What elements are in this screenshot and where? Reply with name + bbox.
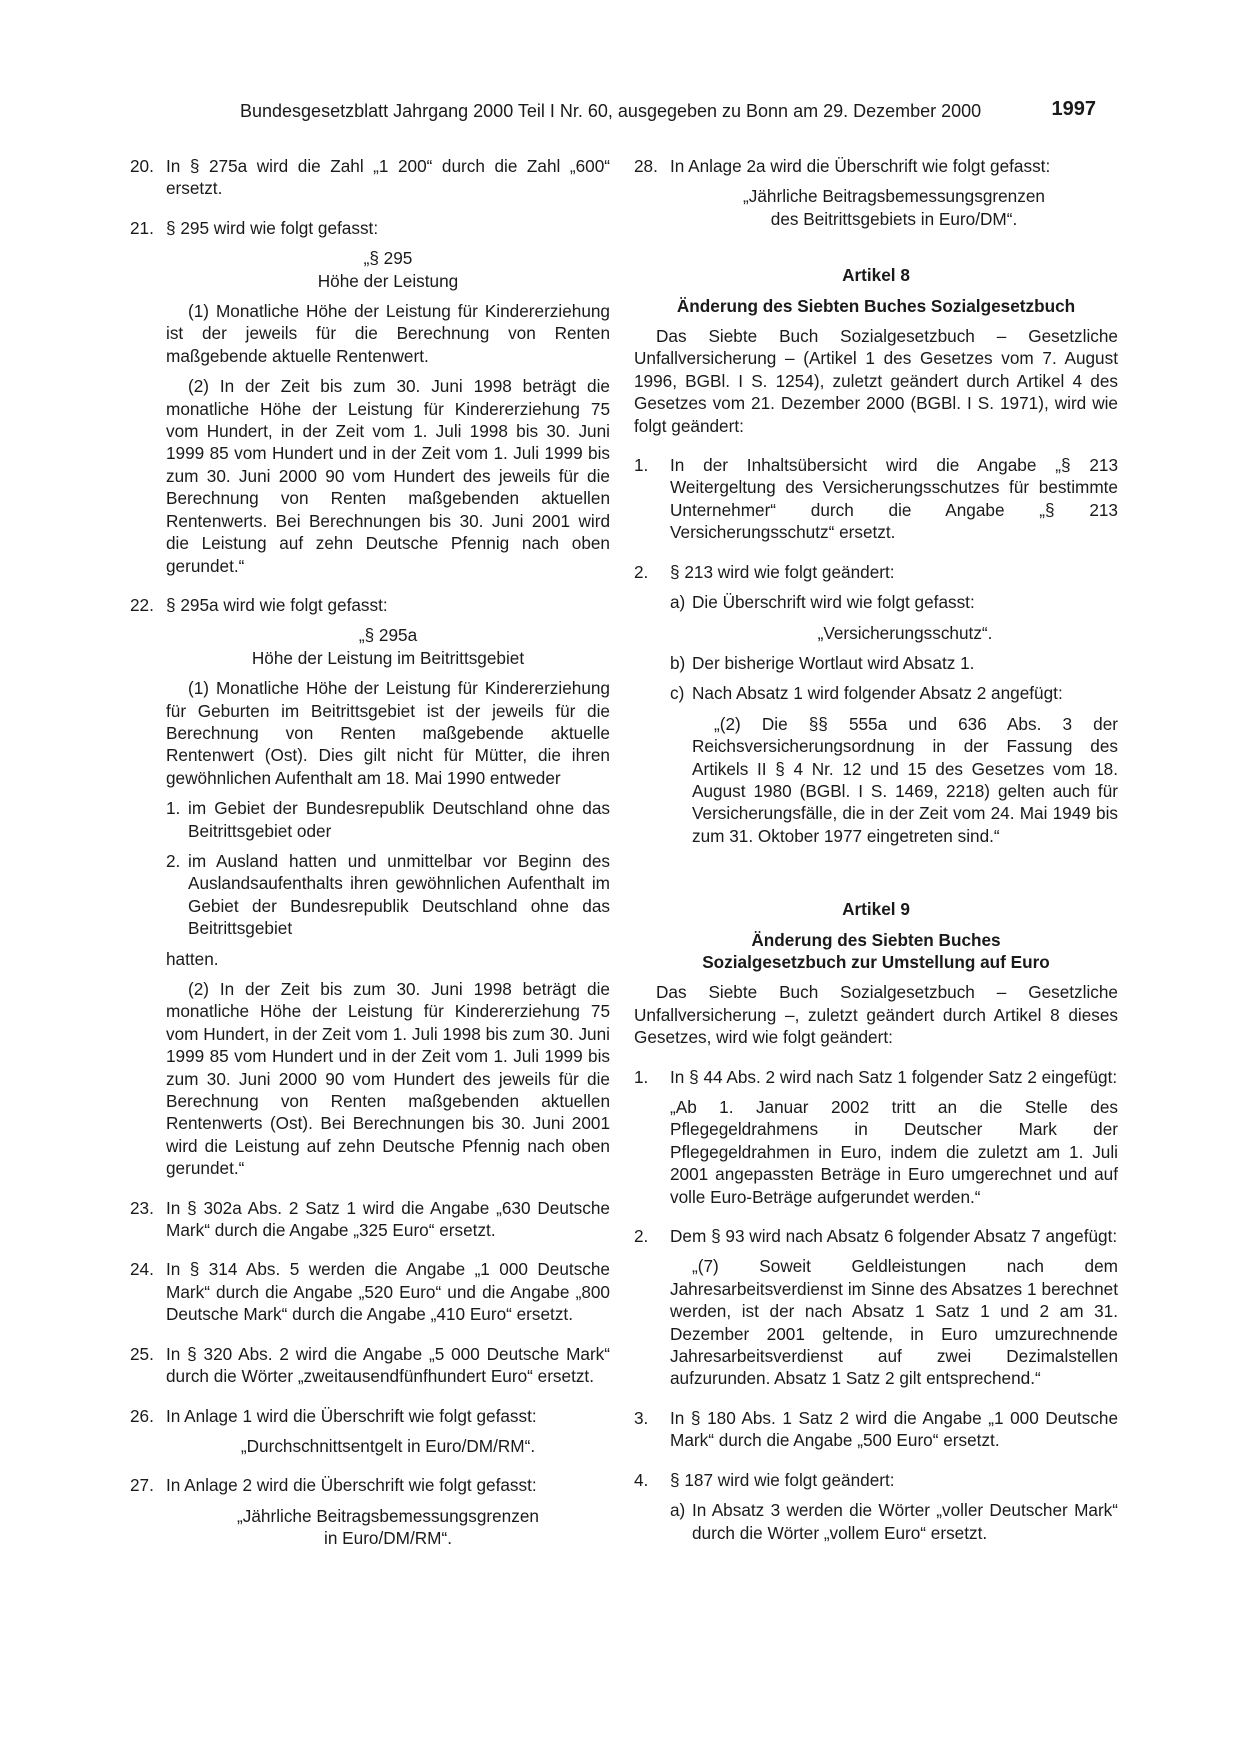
- quoted-heading: des Beitrittsgebiets in Euro/DM“.: [770, 208, 1018, 229]
- list-item: [634, 1066, 1118, 1208]
- item-text: § 187 wird wie folgt geändert:: [670, 1469, 895, 1490]
- sub-item-letter: c): [670, 683, 685, 704]
- section-heading: Höhe der Leistung im Beitrittsgebiet: [251, 647, 525, 668]
- article-subtitle: Änderung des Siebten Buches Sozialgesetzbuch: [676, 295, 1076, 316]
- section-number: „§ 295: [363, 248, 413, 269]
- article-subtitle: Sozialgesetzbuch zur Umstellung auf Euro: [702, 951, 1050, 972]
- sub-item: [670, 591, 1118, 644]
- item-text: In § 302a Abs. 2 Satz 1 wird die Angabe „630 Deutsche Mark“ durch die Angabe „325 Euro“ ersetzt.: [166, 1197, 610, 1241]
- sub-item: [166, 850, 610, 940]
- list-item: [634, 1225, 1118, 1390]
- sub-item-text: Die Überschrift wird wie folgt gefasst:: [692, 592, 975, 613]
- list-item: [130, 155, 610, 200]
- article-title: Artikel 9: [842, 899, 910, 920]
- list-item: [130, 1258, 610, 1325]
- list-item: [634, 561, 1118, 847]
- article-title: Artikel 8: [842, 265, 910, 286]
- list-item: [130, 217, 610, 577]
- item-text: In § 180 Abs. 1 Satz 2 wird die Angabe „1 000 Deutsche Mark“ durch die Angabe „500 Euro“ ersetzt.: [670, 1407, 1118, 1451]
- item-number: 1.: [634, 1066, 649, 1087]
- left-column: [130, 155, 610, 1550]
- item-text: § 295 wird wie folgt gefasst:: [166, 217, 379, 238]
- article-intro: Das Siebte Buch Sozialgesetzbuch – Gesetzliche Unfallversicherung –, zuletzt geändert durch Artikel 8 dieses Gesetzes, wird wie folgt geändert:: [634, 982, 1118, 1048]
- item-number: 26.: [130, 1405, 154, 1426]
- item-number: 22.: [130, 594, 154, 615]
- list-item: [130, 1343, 610, 1388]
- sub-item: [670, 1499, 1118, 1544]
- list-item: [130, 1197, 610, 1242]
- item-number: 24.: [130, 1259, 154, 1280]
- paragraph: (2) In der Zeit bis zum 30. Juni 1998 beträgt die monatliche Höhe der Leistung für Kindererziehung 75 vom Hundert, in der Zeit vom 1. Juli 1998 bis 30. Juni 1999 85 vom Hundert und in der Zeit vom 1. Juli 1999 bis zum 30. Juni 2000 90 vom Hundert des jeweils für die Berechnung von Renten maßgebenden aktuellen Rentenwerts. Bei Berechnungen bis 30. Juni 2001 wird die Leistung auf zehn Deutsche Pfennig nach oben gerundet.“: [166, 376, 610, 576]
- header-title: Bundesgesetzblatt Jahrgang 2000 Teil I Nr. 60, ausgegeben zu Bonn am 29. Dezember 2000: [240, 101, 982, 121]
- sub-item-text: im Gebiet der Bundesrepublik Deutschland ohne das Beitrittsgebiet oder: [188, 798, 610, 841]
- quoted-heading: „Jährliche Beitragsbemessungsgrenzen: [237, 1505, 539, 1526]
- item-number: 21.: [130, 217, 154, 238]
- item-number: 23.: [130, 1197, 154, 1218]
- item-text: In § 320 Abs. 2 wird die Angabe „5 000 Deutsche Mark“ durch die Wörter „zweitausendfünfhundert Euro“ ersetzt.: [166, 1343, 610, 1387]
- quoted-heading: in Euro/DM/RM“.: [324, 1528, 452, 1549]
- right-column: [634, 155, 1118, 1544]
- item-text: In Anlage 2 wird die Überschrift wie folgt gefasst:: [166, 1475, 537, 1496]
- sub-item-text: In Absatz 3 werden die Wörter „voller Deutscher Mark“ durch die Wörter „vollem Euro“ ersetzt.: [692, 1500, 1118, 1543]
- item-number: 2.: [634, 561, 649, 582]
- list-item: [130, 1474, 610, 1549]
- sub-item-text: Der bisherige Wortlaut wird Absatz 1.: [692, 652, 975, 673]
- article-subtitle: Änderung des Siebten Buches: [751, 929, 1001, 950]
- quoted-paragraph: „Ab 1. Januar 2002 tritt an die Stelle des Pflegegeldrahmens in Deutscher Mark der Pflegegeldrahmen in Euro, indem die zuletzt am 1. Juli 2001 angepassten Beträge in Euro umgerechnet und auf volle Euro-Beträge aufgerundet werden.“: [670, 1097, 1118, 1207]
- sub-item-text: Nach Absatz 1 wird folgender Absatz 2 angefügt:: [692, 683, 1063, 704]
- item-number: 2.: [634, 1226, 649, 1247]
- paragraph: (2) In der Zeit bis zum 30. Juni 1998 beträgt die monatliche Höhe der Leistung für Kindererziehung 75 vom Hundert, in der Zeit vom 1. Juli 1998 bis zum 30. Juni 1999 85 vom Hundert und in der Zeit vom 1. Juli 1999 bis zum 30. Juni 2000 90 vom Hundert des jeweils für die Berechnung von Renten maßgebenden aktuellen Rentenwerts (Ost). Bei Berechnungen bis 30. Juni 2001 wird die Leistung auf zehn Deutsche Pfennig nach oben gerundet.“: [166, 979, 610, 1179]
- item-text: § 295a wird wie folgt gefasst:: [166, 594, 388, 615]
- quoted-heading: „Durchschnittsentgelt in Euro/DM/RM“.: [240, 1435, 536, 1456]
- sub-item: [166, 797, 610, 842]
- item-number: 28.: [634, 156, 658, 176]
- list-item: [634, 454, 1118, 544]
- sub-item: [670, 652, 1118, 674]
- list-item: [634, 1469, 1118, 1544]
- quoted-heading: „Versicherungsschutz“.: [817, 622, 993, 643]
- item-text: In Anlage 1 wird die Überschrift wie folgt gefasst:: [166, 1405, 537, 1426]
- item-text: In § 275a wird die Zahl „1 200“ durch die Zahl „600“ ersetzt.: [166, 156, 610, 199]
- item-number: 3.: [634, 1407, 649, 1428]
- paragraph: (1) Monatliche Höhe der Leistung für Kindererziehung für Geburten im Beitrittsgebiet ist der jeweils für die Berechnung von Renten maßgebende aktuelle Rentenwert (Ost). Dies gilt nicht für Mütter, die ihren gewöhnlichen Aufenthalt am 18. Mai 1990 entweder: [166, 678, 610, 788]
- sub-item: [670, 682, 1118, 847]
- item-number: 25.: [130, 1343, 154, 1364]
- item-text: Dem § 93 wird nach Absatz 6 folgender Absatz 7 angefügt:: [670, 1226, 1118, 1247]
- sub-item-number: 2.: [166, 850, 181, 871]
- list-item: [130, 594, 610, 1180]
- quoted-paragraph: „(2) Die §§ 555a und 636 Abs. 3 der Reichsversicherungsordnung in der Fassung des Artikels II § 4 Nr. 12 und 15 des Gesetzes vom 18. August 1980 (BGBl. I S. 1469, 2218) gelten auch für Versicherungsfälle, die in der Zeit vom 24. Mai 1949 bis zum 31. Oktober 1977 eingetreten sind.“: [692, 713, 1118, 846]
- list-item: [634, 155, 1118, 230]
- sub-item-letter: b): [670, 652, 686, 673]
- sub-item-letter: a): [670, 1500, 686, 1521]
- item-number: 1.: [634, 455, 649, 476]
- page-number: 1997: [1051, 98, 1096, 120]
- item-text: In der Inhaltsübersicht wird die Angabe „§ 213 Weitergeltung des Versicherungsschutzes für bestimmte Unternehmer“ durch die Angabe „§ 213 Versicherungsschutz“ ersetzt.: [670, 455, 1118, 543]
- item-text: § 213 wird wie folgt geändert:: [670, 561, 895, 582]
- list-item: [634, 1407, 1118, 1452]
- quoted-heading: „Jährliche Beitragsbemessungsgrenzen: [743, 186, 1045, 207]
- item-text: In Anlage 2a wird die Überschrift wie folgt gefasst:: [670, 156, 1051, 176]
- item-number: 4.: [634, 1469, 649, 1490]
- sub-item-text: im Ausland hatten und unmittelbar vor Beginn des Auslandsaufenthalts ihren gewöhnlichen Aufenthalt im Gebiet der Bundesrepublik Deutschland ohne das Beitrittsgebiet: [188, 850, 610, 939]
- item-text: In § 314 Abs. 5 werden die Angabe „1 000 Deutsche Mark“ durch die Angabe „520 Euro“ und die Angabe „800 Deutsche Mark“ durch die Angabe „410 Euro“ ersetzt.: [166, 1259, 610, 1325]
- sub-item-letter: a): [670, 592, 686, 613]
- paragraph: (1) Monatliche Höhe der Leistung für Kindererziehung ist der jeweils für die Berechnung von Renten maßgebende aktuelle Rentenwert.: [166, 301, 610, 366]
- section-heading: Höhe der Leistung: [317, 270, 459, 291]
- item-text: In § 44 Abs. 2 wird nach Satz 1 folgender Satz 2 eingefügt:: [670, 1066, 1118, 1087]
- item-number: 20.: [130, 156, 154, 176]
- section-number: „§ 295a: [358, 625, 418, 646]
- item-number: 27.: [130, 1475, 154, 1496]
- paragraph: hatten.: [166, 948, 219, 969]
- article-intro: Das Siebte Buch Sozialgesetzbuch – Gesetzliche Unfallversicherung – (Artikel 1 des Gesetzes vom 7. August 1996, BGBl. I S. 1254), zuletzt geändert durch Artikel 4 des Gesetzes vom 21. Dezember 2000 (BGBl. I S. 1971), wird wie folgt geändert:: [634, 326, 1118, 436]
- quoted-paragraph: „(7) Soweit Geldleistungen nach dem Jahresarbeitsverdienst im Sinne des Absatzes 1 berechnet werden, ist der nach Absatz 1 Satz 1 und 2 am 31. Dezember 2001 geltende, in Euro umzurechnende Jahresarbeitsverdienst auf zwei Dezimalstellen aufzurunden. Absatz 1 Satz 2 gilt entsprechend.“: [670, 1256, 1118, 1389]
- sub-item-number: 1.: [166, 798, 181, 819]
- list-item: [130, 1405, 610, 1458]
